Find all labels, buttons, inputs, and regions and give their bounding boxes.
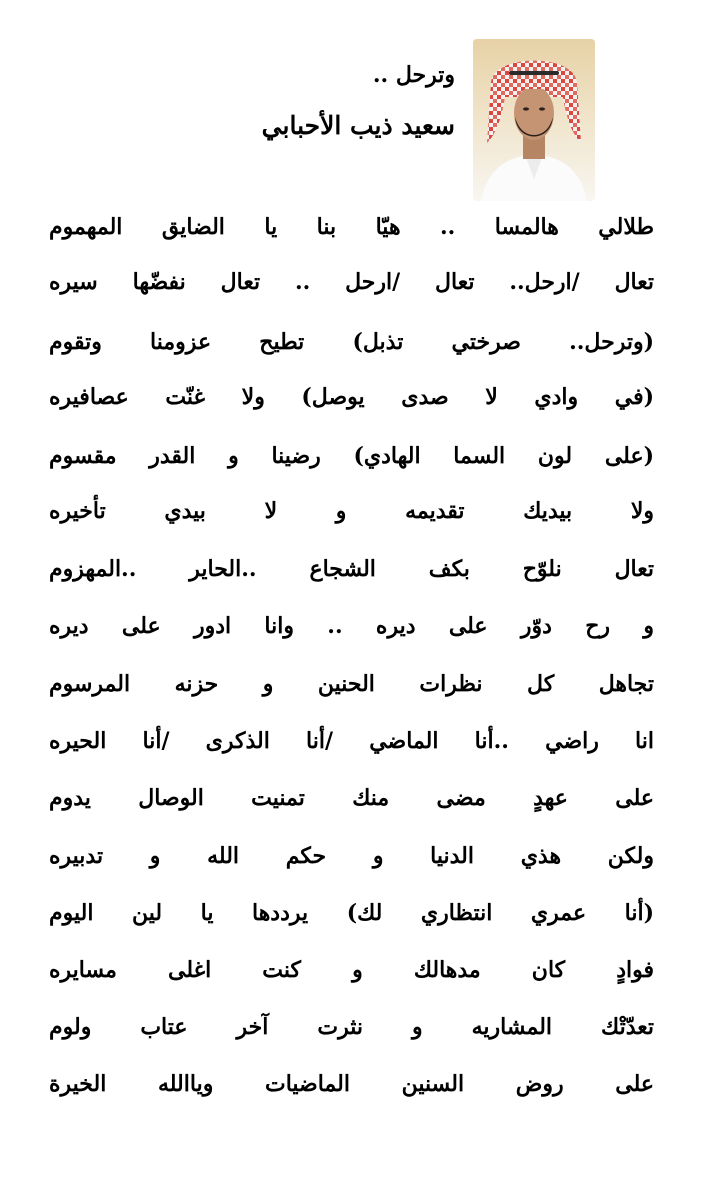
verse-line: فوادٍ كان مدهالك و كنت اغلى مسايره [49,957,654,983]
verse-line: على عهدٍ مضى منك تمنيت الوصال يدوم [49,785,654,811]
verse-line: ولكن هذي الدنيا و حكم الله و تدبيره [49,843,654,869]
poem-author: سعيد ذيب الأحبابي [261,111,455,140]
verse-line: على روض السنين الماضيات وياالله الخيرة [49,1071,654,1097]
verse-line: تعال /ارحل.. تعال /ارحل .. تعال نفضّها سيره [49,269,654,295]
verse-line: انا راضي ..أنا الماضي /أنا الذكرى /أنا الحيره [49,728,654,754]
verse-line: (أنا عمري انتظاري لك) يرددها يا لين اليوم [49,900,654,926]
verse-line: (في وادي لا صدى يوصل) ولا غنّت عصافيره [49,384,654,410]
verse-line: طلالي هالمسا .. هيّا بنا يا الضايق المهموم [49,214,654,240]
verse-line: تعال نلوّح بكف الشجاع ..الحاير ..المهزوم [49,556,654,582]
poem-title: وترحل .. [372,62,455,88]
verse-line: و رح دوّر على ديره .. وانا ادور على ديره [49,613,654,639]
verse-line: (على لون السما الهادي) رضينا و القدر مقسوم [49,443,654,469]
verse-line: تعدّتْك المشاريه و نثرت آخر عتاب ولوم [49,1014,654,1040]
verse-line: تجاهل كل نظرات الحنين و حزنه المرسوم [49,671,654,697]
verse-line: (وترحل.. صرختي تذبل) تطيح عزومنا وتقوم [49,329,654,355]
verse-line: ولا بيديك تقديمه و لا بيدي تأخيره [49,498,654,524]
